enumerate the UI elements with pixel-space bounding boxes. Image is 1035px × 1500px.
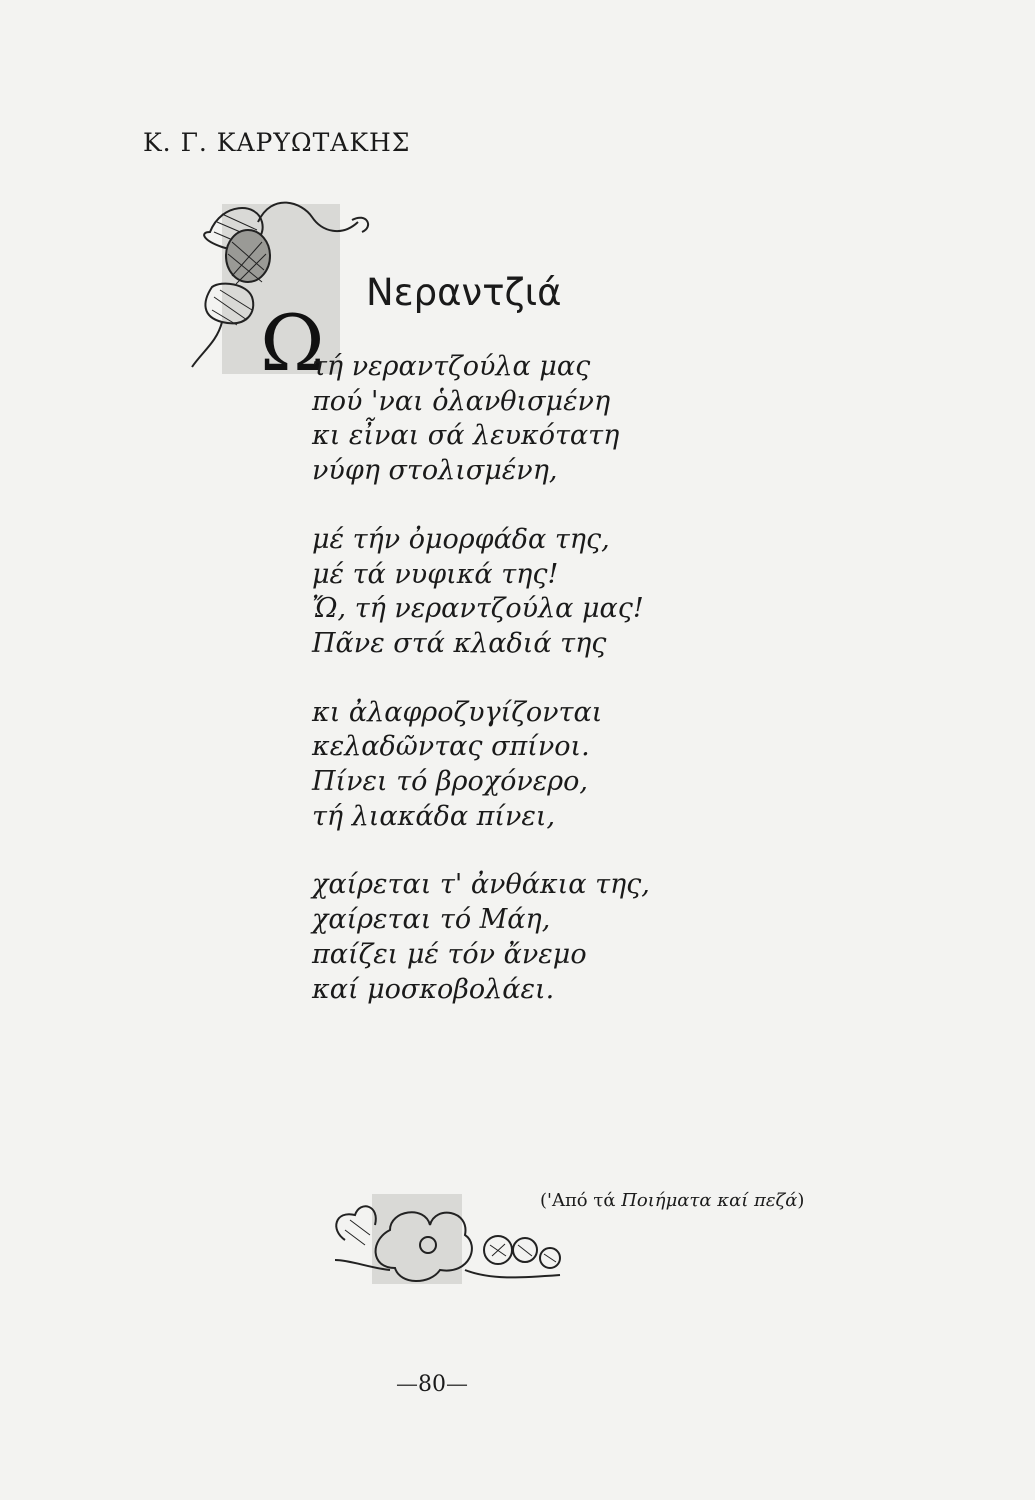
poem-line: χαίρεται τό Μάη, <box>312 904 551 936</box>
poem-body <box>312 350 650 1041</box>
source-work-title: Ποιήματα καί πεζά <box>621 1190 798 1211</box>
poem-line: Ὤ, τή νεραντζούλα μας! <box>312 593 644 625</box>
pansy-flower-ornament-icon <box>330 1190 565 1300</box>
poem-line: Πᾶνε στά κλαδιά της <box>312 627 607 659</box>
stanza-1 <box>312 350 650 489</box>
source-open: ('Από τά <box>540 1190 622 1211</box>
poem-line: κι ἀλαφροζυγίζονται <box>312 696 603 728</box>
poem-line: κι εἶναι σά λευκότατη <box>312 420 620 452</box>
author-name: Κ. Γ. ΚΑΡΥΩΤΑΚΗΣ <box>143 128 411 157</box>
poem-line: μέ τήν ὀμορφάδα της, <box>312 523 610 555</box>
poem-line: μέ τά νυφικά της! <box>312 558 559 590</box>
poem-title: Νεραντζιά <box>366 270 562 314</box>
poem-line: Πίνει τό βροχόνερο, <box>312 766 588 798</box>
stanza-2 <box>312 523 650 662</box>
stanza-3 <box>312 696 650 835</box>
source-close: ) <box>797 1190 805 1211</box>
poem-line: παίζει μέ τόν ἄνεμο <box>312 938 587 970</box>
poem-line: κελαδῶντας σπίνοι. <box>312 731 590 763</box>
poem-line: νύφη στολισμένη, <box>312 455 558 487</box>
stanza-4 <box>312 868 650 1007</box>
source-citation <box>540 1190 804 1211</box>
poem-line: τή λιακάδα πίνει, <box>312 800 556 832</box>
page-number-value: 80 <box>418 1372 446 1397</box>
page-number: —80— <box>396 1372 468 1397</box>
poem-line: τή νεραντζούλα μας <box>312 351 591 382</box>
poem-line: καί μοσκοβολάει. <box>312 973 555 1005</box>
poem-line: χαίρεται τ' ἀνθάκια της, <box>312 869 650 901</box>
poem-line: πού 'ναι ὁλανθισμένη <box>312 385 611 417</box>
svg-text:Ω: Ω <box>260 299 325 384</box>
